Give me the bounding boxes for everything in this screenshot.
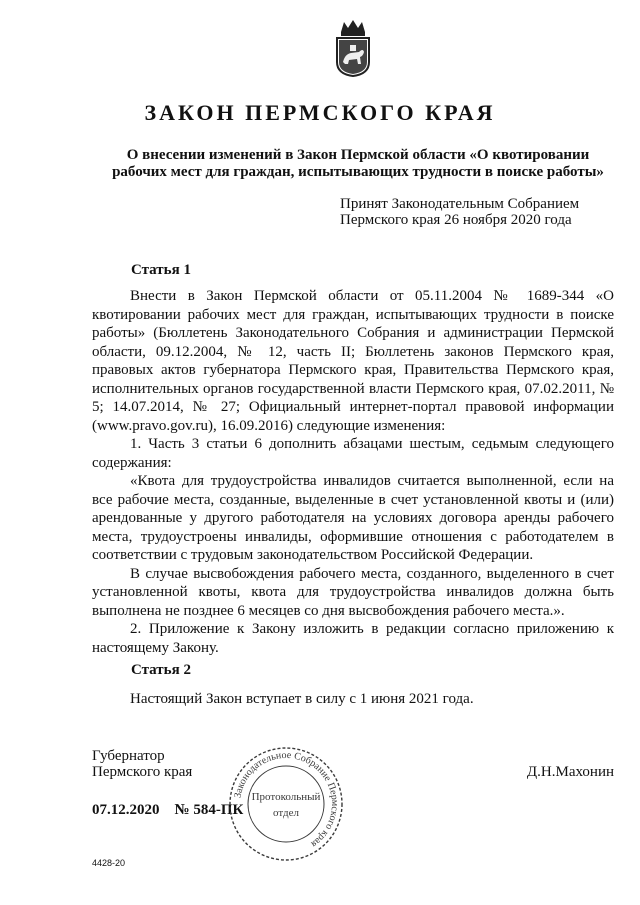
stamp-ring-path: Законодательное Собрание Пермского края — [232, 749, 341, 850]
date-and-number — [92, 802, 243, 819]
article-1-quote-2: В случае высвобождения рабочего места, созданного, выделенного в счет установленной квоты, квота для трудоустройства инвалидов должна быть выполнена не позднее 6 месяцев со дня высвобождения рабочего места.». — [92, 565, 614, 619]
document-code: 4428-20 — [92, 858, 126, 868]
signatory-position-line: Пермского края — [92, 764, 193, 780]
law-date: 07.12.2020 — [92, 802, 160, 818]
signatory-position-line: Губернатор — [92, 748, 165, 764]
coat-of-arms-icon — [333, 18, 373, 78]
law-subject — [100, 147, 616, 181]
article-1-body — [92, 287, 614, 657]
article-1-intro: Внести в Закон Пермской области от 05.11.2004 № 1689-344 «О квотировании рабочих мест для граждан, испытывающих трудности в поиске работы» (Бюллетень Законодательного Собрания и администрации Пермской области, 09.12.2004, № 12, часть II; Бюллетень законов Пермского края, правовых актов губернатора Пермского края, Правительства Пермского края, исполнительных органов государственной власти Пермского края, 07.02.2011, № 5; 14.07.2014, № 27; Официальный интернет-портал правовой информации (www.pravo.gov.ru), 16.09.2016) следующие изменения: — [92, 288, 614, 434]
article-1-item-2: 2. Приложение к Закону изложить в редакции согласно приложению к настоящему Закону. — [92, 621, 614, 656]
stamp-center-line: отдел — [273, 807, 299, 819]
stamp-seal — [226, 744, 346, 864]
article-1-heading: Статья 1 — [131, 262, 191, 278]
law-subject-line: О внесении изменений в Закон Пермской области «О квотировании — [126, 147, 590, 163]
law-number: № 584-ПК — [174, 802, 244, 818]
adoption-line: Принят Законодательным Собранием — [340, 196, 580, 212]
signatory-name: Д.Н.Махонин — [526, 764, 614, 780]
article-2-heading: Статья 2 — [131, 662, 191, 678]
article-1-item-1: 1. Часть 3 статьи 6 дополнить абзацами шестым, седьмым следующего содержания: — [92, 436, 614, 471]
law-subject-line: рабочих мест для граждан, испытывающих трудности в поиске работы» — [112, 164, 604, 180]
law-title: ЗАКОН ПЕРМСКОГО КРАЯ — [144, 100, 496, 125]
article-2-body — [92, 690, 614, 709]
stamp-center-line: Протокольный — [251, 791, 321, 803]
adoption-note — [340, 196, 579, 228]
adoption-line: Пермского края 26 ноября 2020 года — [340, 212, 572, 228]
article-2-text: Настоящий Закон вступает в силу с 1 июня 2021 года. — [130, 691, 474, 707]
signatory-position — [92, 748, 192, 780]
article-1-quote-1: «Квота для трудоустройства инвалидов считается выполненной, если на все рабочие места, созданные, выделенные в счет установленной квоты и (или) арендованные у другого работодателя на условиях договора аренды рабочего места, трудоустроены инвалиды, оформившие отношения с работодателем в соответствии с трудовым законодательством Российской Федерации. — [92, 473, 614, 563]
